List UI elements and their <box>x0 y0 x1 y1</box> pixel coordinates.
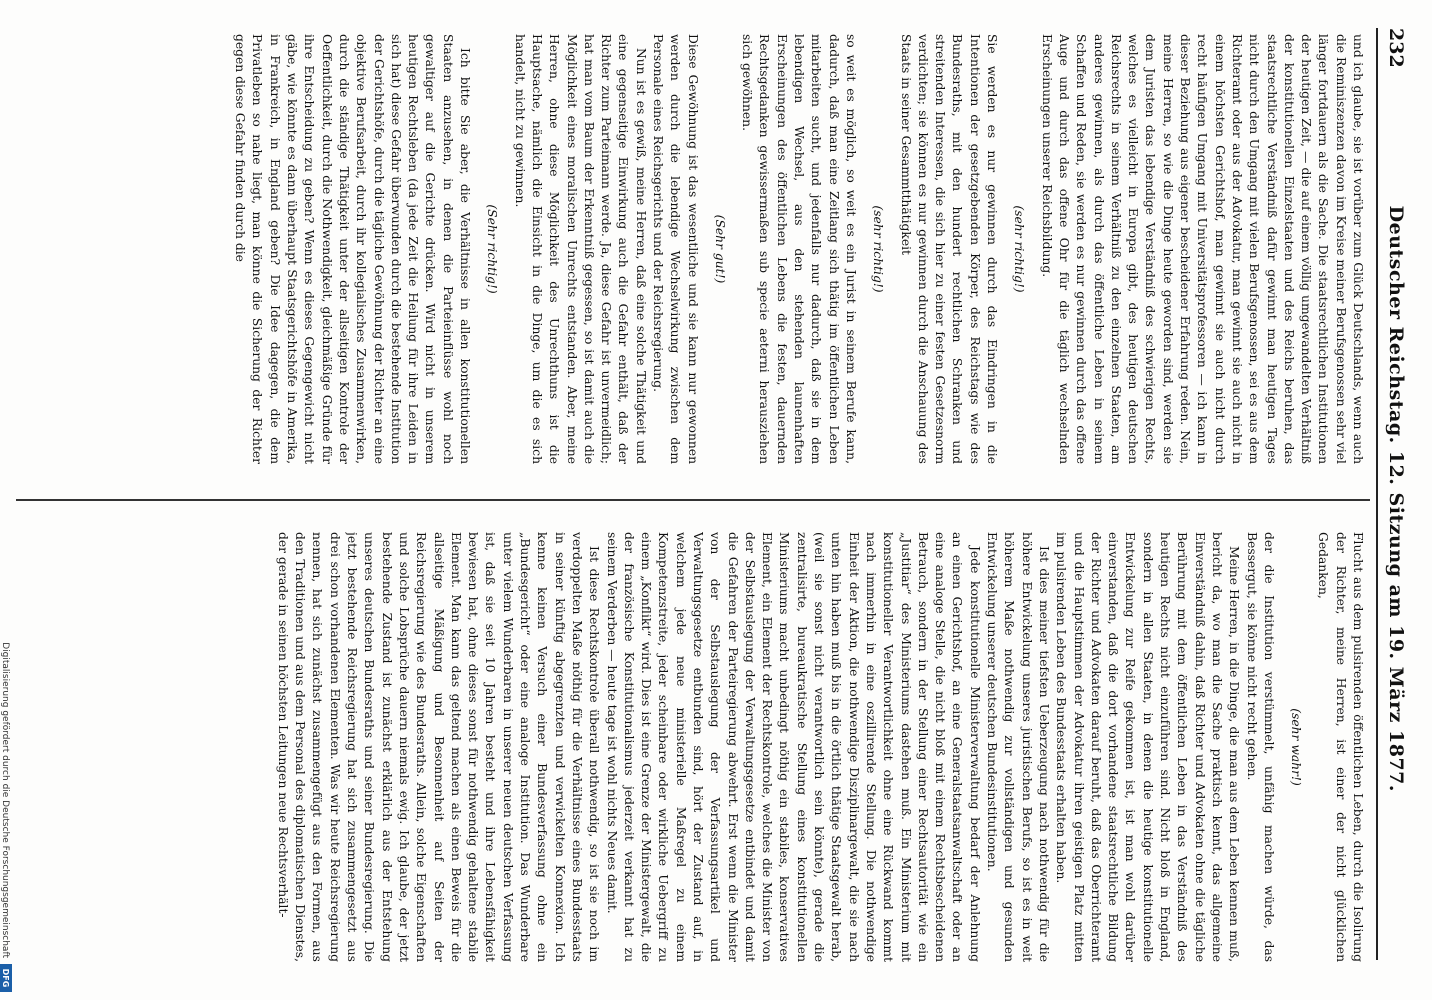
page-number: 232 <box>1385 28 1407 68</box>
digitization-note: Digitalisierung gefördert durch die Deutsche Forschungsgemeinschaft <box>0 642 10 958</box>
body-paragraph: Flucht aus dem pulsirenden öffentlichen Leben, durch die Isolirung der Richter, meine Herren, ist einer der nicht glücklichen Gedanken, <box>1316 532 1365 962</box>
body-paragraph: Meine Herren, in die Dinge, die man aus dem Leben kennen muß, bericht da, wo man die Sache praktisch kennt, das allgemeine Einverständniß dahin, daß Richter und Advokaten ohne die tägliche Berührung mit dem öffentlichen Leben in das Verständniß des heutigen Rechts nicht einzuführen sind. Nicht bloß in England, sondern in allen Staaten, in denen die heutige konstitutionelle Entwickelung zur Reife gekommen ist, ist man wohl darüber einverstanden, daß die dort vorhandene staatsrechtliche Bildung der Richter und Advokaten darauf beruht, daß das Oberrichteramt und die Hauptstimmen der Advokatur ihren geistigen Platz mitten im pulsirenden Leben des Bundesstaats erhalten haben. <box>1054 532 1242 962</box>
body-paragraph: Sie werden es nur gewinnen durch das Eindringen in die Intentionen der gesetzgebenden Körper, des Reichstags wie des Bundesraths, mit den hundert rechtlichen Schranken und streitenden Interessen, die sich hier zu einer festen Gesetzesnorm verdichten; sie können es nur gewinnen durch die Anschauung des Staats in seiner Gesammtthätigkeit <box>898 34 1000 464</box>
applause-remark: (sehr richtig!) <box>871 205 886 293</box>
left-column <box>10 34 1366 464</box>
body-paragraph: Diese Gewöhnung ist das wesentliche und sie kann nur gewonnen werden durch die lebendige Wechselwirkung zwischen dem Personale eines Reichsgerichts und der Reichsregierung. <box>651 34 700 464</box>
running-title: Deutscher Reichstag. 12. Sitzung am 19. März 1877. <box>1385 205 1407 793</box>
applause-remark: (Sehr gut!) <box>712 214 727 284</box>
right-column <box>10 532 1366 962</box>
column-divider <box>16 499 1370 501</box>
body-paragraph: Nun ist es gewiß, meine Herren, daß eine solche Thätigkeit und eine gegenseitige Einwirkung auch die Gefahr enthält, daß der Richter zum Parteimann werde. Ja, diese Gefahr ist unvermeidlich; hat man vom Baum der Erkenntniß gegessen, so ist damit auch die Möglichkeit eines moralischen Unrechts entstanden. Aber, meine Herren, ohne diese Möglichkeit des Unrechthuns ist die Hauptsache, nämlich die Einsicht in die Dinge, um die es sich handelt, nicht zu gewinnen. <box>512 34 648 464</box>
body-paragraph: Ich bitte Sie aber, die Verhältnisse in allen konstitutionellen Staaten anzusehen, in denen die Parteieinflüsse wohl noch gewaltiger auf die Gerichte drücken. Wird nicht in unserem heutigen Rechtsleben (da jede Zeit die Heilung für ihre Leiden in sich hat) diese Gefahr überwunden durch die bestehende Institution der Gerichtshöfe, durch die tägliche Gewöhnung der Richter an eine objektive Berufsarbeit, durch ihr kollegialisches Zusammenwirken, durch die ständige Thätigkeit unter der allseitigen Kontrole der Oeffentlichkeit, durch die Nothwendigkeit, gleichmäßige Gründe für ihre Entscheidung zu geben? Wenn es dieses Gegengewicht nicht gäbe, wie könnte es dann überhaupt Staatsgerichtshöfe in Amerika, in Frankreich, in England geben? Die Idee dagegen, die dem Privatleben so nahe liegt, man könne die Sicherung der Richter gegen diese Gefahr finden durch die <box>233 34 473 464</box>
digitization-footer <box>0 642 12 992</box>
body-paragraph: und ich glaube, sie ist vorüber zum Glück Deutschlands, wenn auch die Reminiszenzen davon im Kreise meiner Berufsgenossen sehr viel länger fortdauern als die Sache. Die staatsrechtlichen Institutionen der heutigen Zeit, — die auf einem völlig umgewandelten Verhältniß der konstitutionellen Einzelstaaten und des Reichs beruhen, das staatsrechtliche Verständniß dafür gewinnt man heutigen Tages nicht durch den Umgang mit vielen Berufsgenossen, sei es aus dem Richteramt oder aus der Advokatur, man gewinnt sie auch nicht in einem höchsten Gerichtshof, man gewinnt sie auch nicht durch recht häufigen Umgang mit Universitätsprofessoren — ich kann in dieser Beziehung aus eigener bescheidener Erfahrung reden. Nein, meine Herren, so wie die Dinge heute geworden sind, werden sie dem Juristen das lebendige Verständniß des schwierigen Rechts, welches es vielleicht in Europa gibt, des heutigen deutschen Reichsrechts in seinem Verhältniß zu den einzelnen Staaten, am anderes gewinnen, als durch das öffentliche Leben in seinem Schaffen und Reden, sie werden es nur gewinnen durch das offene Auge und durch das offene Ohr für die täglich wechselnden Erscheinungen unserer Reichsbildung. <box>1039 34 1365 464</box>
applause-remark: (Sehr richtig!) <box>485 204 500 294</box>
body-paragraph: Ist diese Rechtskontrole überall nothwendig, so ist sie noch im verdoppelten Maße nöthig für die Verhältnisse eines Bundesstaats in seiner künftig abgegrenzten und verwickelten Konnexion. Ich kenne keinen Versuch einer Bundesverfassung ohne ein „Bundesgericht“ oder eine analoge Institution. Das Wunderbare unter vielem Wunderbaren in unserer neuen deutschen Verfassung ist, daß sie seit 10 Jahren besteht und ihre Lebensfähigkeit bewiesen hat, ohne dieses sonst für nothwendig gehaltene stabile Element. Man kann das geltend machen als einen Beweis für die allseitige Mäßigung und Besonnenheit auf Seiten der Reichsregierung wie des Bundesraths. Allein, solche Eigenschaften und solche Lobsprüche dauern niemals ewig. Ich glaube, der jetzt bestehende Zustand ist zunächst erklärlich aus der Entstehung unseres deutschen Bundesraths und seiner Bundesregierung. Die jetzt bestehende Reichsregierung hat sich zusammengesetzt aus drei schon vorhandenen Elementen. Was wir heute Reichsregierung nennen, hat sich zunächst zusammengefügt aus den Formen, aus den Traditionen und aus dem Personal des diplomatischen Dienstes, der gerade in seinen höchsten Leitungen neue Rechtsverhält- <box>275 532 602 962</box>
body-paragraph: so weit es möglich, so weit es ein Jurist in seinem Berufe kann, dadurch, daß man eine Zeitlang sich thätig im öffentlichen Leben mitarbeiten sucht, und jedenfalls nur dadurch, daß sie in dem lebendigen Wechsel, aus den stehenden launenhaften Erscheinungen des öffentlichen Lebens die festen, dauernden Rechtsgedanken gewissermaßen sub specie aeterni herausziehen sich gewöhnen. <box>740 34 858 464</box>
body-paragraph: Jede konstitutionelle Ministerverwaltung bedarf der Anlehnung an einen Gerichtshof, an eine Generalstaatsanwaltschaft oder an eine analoge Stelle, die nicht bloß mit einem Rechtsbescheidenen Betrauch, sondern in der Stellung einer Rechtsautorität wie ein „Justitiar“ des Ministeriums dastehen muß. Ein Ministerium mit konstitutioneller Verantwortlichkeit ohne eine Rückwand kommt nach immerhin in eine oszillirende Stellung. Die nothwendige Einheit der Aktion, die nothwendige Disziplinargewalt, die sie nach unten hin haben muß bis in die örtlich thätige Staatsgewalt herab, (weil sie sonst nicht verantwortlich sein könnte), gerade die zentralisirte, bureaukratische Stellung eines konstitutionellen Ministeriums macht unbedingt nöthig ein stabiles, konservatives Element, ein Element der Rechtskontrole, welches die Minister von der Selbstauslegung der Verwaltungsgesetze entbindet und damit die Gefahren der Parteiregierung abwehrt. Erst wenn die Minister von der Selbstauslegung der Verfassungsartikel und Verwaltungsgesetze entbunden sind, hört der Zustand auf, in welchem jede neue ministerielle Maßregel zu einem Kompetenzstreite, jeder scheinbare oder wirkliche Uebergriff zu einem „Konflikt“ wird. Dies ist eine Grenze der Ministergewalt, die der französische Konstitutionalismus jederzeit verkannt hat zu seinem Verderben — heute tage ist wohl nichts Neues damit. <box>604 532 982 962</box>
dfg-logo-icon: DFG <box>0 964 12 992</box>
page-header <box>1376 28 1414 960</box>
applause-remark: (sehr richtig!) <box>1012 205 1027 293</box>
applause-remark: (sehr wahr!) <box>1289 708 1304 786</box>
body-paragraph: Ist dies meiner tiefsten Ueberzeugung nach nothwendig für die höhere Entwickelung unseres juristischen Berufs, so ist es in weit höherem Maße nothwendig zur vollständigen und gesunden Entwickelung unserer deutschen Bundesinstitutionen. <box>985 532 1051 962</box>
body-paragraph: der die Institution verstümmelt, unfähig machen würde, das Bessergut, sie könne nicht recht gehen. <box>1244 532 1276 962</box>
